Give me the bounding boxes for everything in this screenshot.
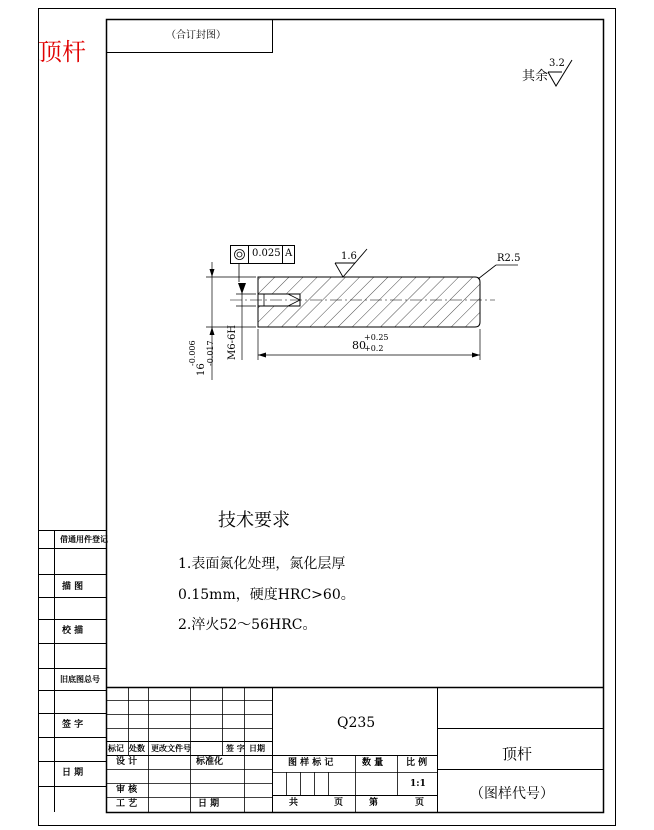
title-part-name: 顶杆 [502,745,533,763]
standard-label: 标准化 [196,757,224,767]
design-label: 设 计 [116,757,138,767]
tech-line-3: 2.淬火52～56HRC。 [178,617,317,633]
material-label: Q235 [337,715,376,731]
review-label: 审 核 [116,785,138,795]
roughness-other-value: 3.2 [549,58,565,69]
outer-border [39,9,616,826]
length-upper: +0.25 [364,333,389,342]
left-strip-label: 日 期 [62,768,84,778]
process-label: 工 艺 [116,799,138,809]
left-strip-label: 借通用件登记 [60,534,108,544]
roughness-other-prefix: 其余 [522,69,549,84]
scale-value: 1:1 [410,779,426,789]
tolerance-datum: A [285,248,293,259]
drawing-code: （图样代号） [470,786,554,802]
inner-border [107,20,604,813]
roughness-top: 1.6 [341,251,357,262]
length-lower: +0.2 [364,344,384,353]
left-strip-label: 签 字 [62,720,84,730]
rev-header-mark: 标记 [108,743,124,753]
rev-header-sign: 签 字 [226,743,245,753]
tech-line-2: 0.15mm，硬度HRC>60。 [178,587,355,603]
thread-label: M6-6H [227,324,238,360]
chamfer-label: R2.5 [497,253,521,264]
stage-mark-label: 图 样 标 记 [288,758,334,768]
length-nominal: 80 [352,339,366,352]
left-strip-label: 旧底图总号 [60,674,100,684]
weight-label: 数 量 [362,758,384,768]
diameter-lower: -0.017 [206,340,215,366]
part-name-red: 顶杆 [38,38,86,66]
left-strip-label: 描 图 [62,582,84,592]
date-label: 日 期 [198,799,220,809]
tech-requirements-title: 技术要求 [218,510,290,531]
corner-box-label: （合订封图） [166,30,226,41]
sheet-no-label: 第 [369,798,379,808]
sheet-label: 页 [334,798,344,808]
left-strip-label: 校 描 [62,626,84,636]
rev-header-date: 日期 [249,743,265,753]
diameter-nominal: 16 [196,363,207,376]
diameter-upper: -0.006 [188,340,197,366]
total-label: 共 [289,798,299,808]
tolerance-value: 0.025 [252,248,281,259]
tech-line-1: 1.表面氮化处理，氮化层厚 [178,556,346,572]
scale-label: 比 例 [406,758,428,768]
sheet-page-label: 页 [415,798,425,808]
rev-header-count: 处数 [129,743,145,753]
rev-header-file: 更改文件号 [151,743,191,753]
part-drawing [206,245,521,380]
